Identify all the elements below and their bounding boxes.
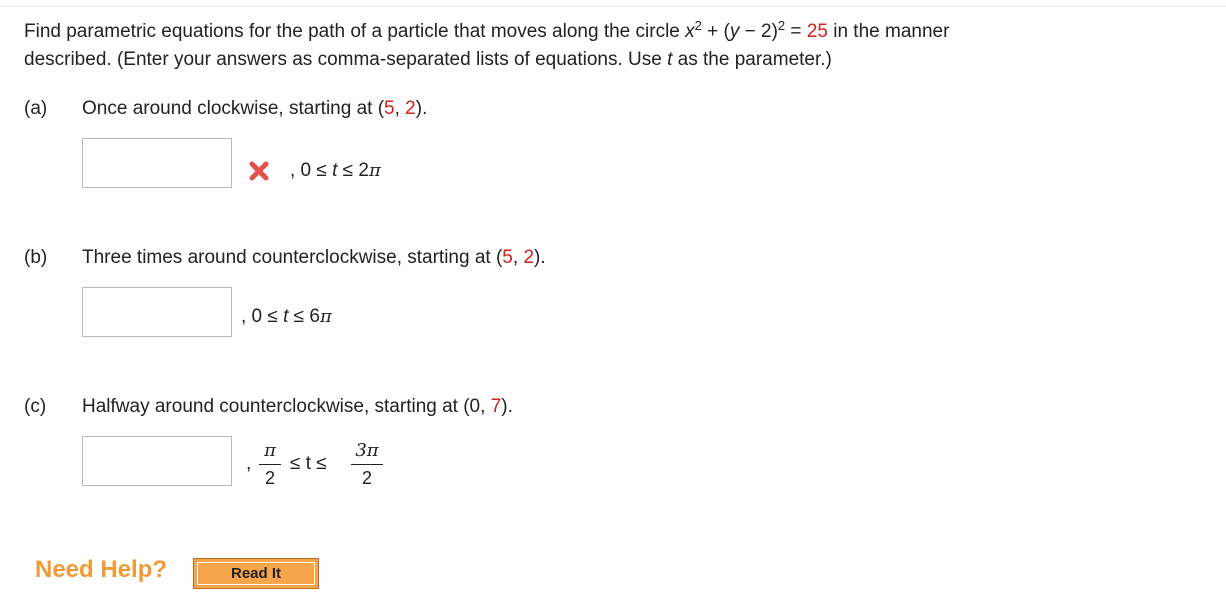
problem-statement xyxy=(24,18,1204,74)
part-a-prompt: (a) Once around clockwise, starting at (5, 2). xyxy=(24,96,427,122)
part-c-lower-bound: π 2 xyxy=(259,440,281,489)
part-c-upper-bound: 3π 2 xyxy=(351,440,383,489)
part-c-range-comma: , xyxy=(246,453,252,474)
problem-line-1: Find parametric equations for the path of a particle that moves along the circle $x^2 + (y - 2)^2 = 25$ in the manner xyxy=(24,18,950,42)
part-a-answer-input[interactable] xyxy=(82,138,232,188)
part-b-range: , 0 ≤ t ≤ 6π xyxy=(241,306,332,327)
circle-radius-value: 25 xyxy=(806,21,828,42)
part-b-prompt: (b) Three times around counterclockwise, starting at (5, 2). xyxy=(24,245,546,271)
part-c-letter: (c) xyxy=(24,396,47,417)
part-b-letter: (b) xyxy=(24,247,48,268)
part-b-answer-input[interactable] xyxy=(82,287,232,337)
need-help-label: Need Help? xyxy=(35,556,168,583)
part-c-prompt: (c) Halfway around counterclockwise, starting at (0, 7). xyxy=(24,394,513,420)
part-c-range-inequality: ≤ t ≤ xyxy=(290,453,327,474)
top-divider xyxy=(0,6,1226,7)
incorrect-x-icon xyxy=(248,160,270,182)
read-it-button[interactable] xyxy=(193,558,319,589)
read-it-label: Read It xyxy=(197,562,315,585)
part-a-letter: (a) xyxy=(24,98,48,119)
part-c-answer-input[interactable] xyxy=(82,436,232,486)
problem-line-2: described. (Enter your answers as comma-separated lists of equations. Use t as the parameter.) xyxy=(24,49,832,70)
part-a-range: , 0 ≤ t ≤ 2π xyxy=(290,160,381,181)
